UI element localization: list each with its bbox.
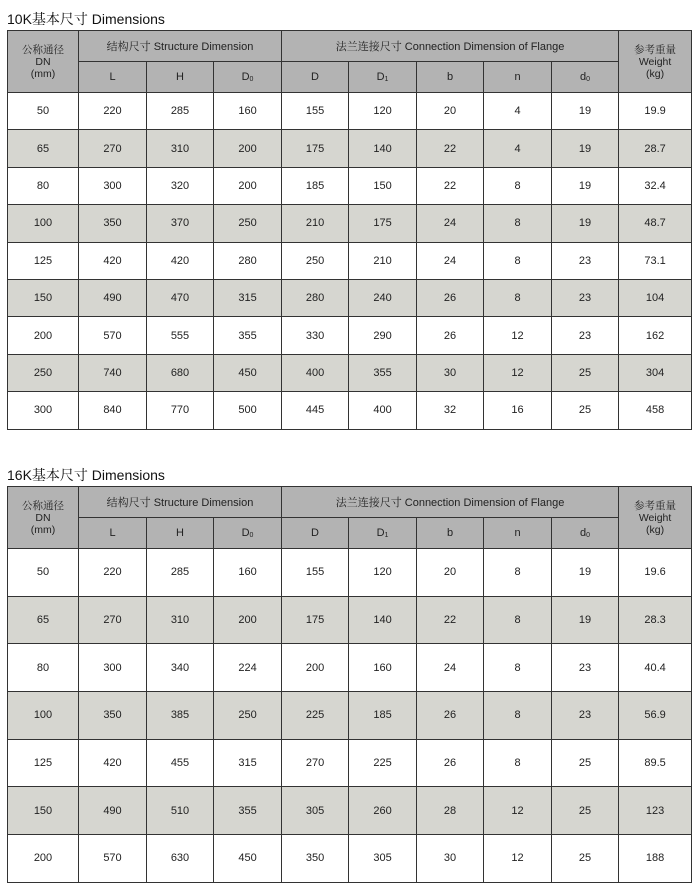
table-cell: 840 [79, 392, 147, 429]
table-cell: 330 [282, 317, 349, 354]
table-cell: 510 [147, 787, 214, 835]
table-cell: 19 [552, 130, 619, 167]
table-cell: 175 [282, 596, 349, 644]
table-cell: 123 [619, 787, 692, 835]
table-cell: 89.5 [619, 739, 692, 787]
table-cell: 19 [552, 205, 619, 242]
header-line: (mm) [30, 523, 56, 536]
table-cell: 290 [349, 317, 417, 354]
column-symbol: L [109, 527, 116, 539]
table-row [8, 692, 692, 740]
table-cell: 12 [484, 787, 552, 835]
table-cell: 12 [484, 317, 552, 354]
table-cell: 150 [349, 167, 417, 204]
header-line: Weight [638, 511, 672, 524]
table-cell: 28.3 [619, 596, 692, 644]
table-cell: 490 [79, 787, 147, 835]
table-cell: 315 [214, 279, 282, 316]
table-cell: 155 [282, 549, 349, 597]
table-cell: 150 [8, 279, 79, 316]
table-cell: 23 [552, 644, 619, 692]
column-header [417, 62, 484, 93]
table-cell: 23 [552, 317, 619, 354]
table-cell: 150 [8, 787, 79, 835]
table-cell: 320 [147, 167, 214, 204]
column-symbol: b [446, 527, 454, 539]
table-cell: 175 [349, 205, 417, 242]
table-cell: 450 [214, 354, 282, 391]
column-header [349, 518, 417, 549]
dn-header [8, 31, 79, 93]
header-line: (mm) [30, 67, 56, 80]
table-row [8, 279, 692, 316]
table-cell: 140 [349, 130, 417, 167]
weight-header [619, 487, 692, 549]
column-header [552, 518, 619, 549]
table-cell: 445 [282, 392, 349, 429]
table-cell: 305 [349, 835, 417, 883]
table-cell: 370 [147, 205, 214, 242]
table-row [8, 354, 692, 391]
table-cell: 350 [282, 835, 349, 883]
table-cell: 770 [147, 392, 214, 429]
column-symbol: d [580, 71, 587, 83]
table-cell: 104 [619, 279, 692, 316]
table-cell: 200 [214, 130, 282, 167]
table-cell: 40.4 [619, 644, 692, 692]
table-cell: 240 [349, 279, 417, 316]
table-cell: 220 [79, 93, 147, 130]
column-header [282, 62, 349, 93]
column-header [417, 518, 484, 549]
table-cell: 19 [552, 549, 619, 597]
column-symbol: D [376, 71, 385, 83]
table-cell: 26 [417, 739, 484, 787]
table-cell: 160 [214, 93, 282, 130]
table-cell: 20 [417, 549, 484, 597]
table-cell: 25 [552, 739, 619, 787]
table-cell: 65 [8, 130, 79, 167]
table-cell: 160 [349, 644, 417, 692]
table-cell: 310 [147, 130, 214, 167]
table-cell: 185 [349, 692, 417, 740]
table-cell: 350 [79, 205, 147, 242]
table-cell: 220 [79, 549, 147, 597]
table-cell: 270 [79, 596, 147, 644]
table-row [8, 205, 692, 242]
table-cell: 355 [214, 787, 282, 835]
table-cell: 26 [417, 279, 484, 316]
table-cell: 210 [282, 205, 349, 242]
table-cell: 80 [8, 167, 79, 204]
flange-dimension-header: 法兰连接尺寸 Connection Dimension of Flange [282, 31, 619, 62]
column-header [214, 62, 282, 93]
table-cell: 350 [79, 692, 147, 740]
table-cell: 285 [147, 549, 214, 597]
column-symbol: n [514, 71, 521, 83]
structure-dimension-header: 结构尺寸 Structure Dimension [79, 487, 282, 518]
table-cell: 155 [282, 93, 349, 130]
section-title: 10K基本尺寸 Dimensions [7, 11, 165, 27]
column-subscript: 1 [384, 532, 389, 539]
column-header [79, 62, 147, 93]
table-cell: 400 [282, 354, 349, 391]
column-header [349, 62, 417, 93]
table-cell: 224 [214, 644, 282, 692]
table-cell: 310 [147, 596, 214, 644]
column-symbol: H [176, 71, 184, 83]
table-cell: 200 [282, 644, 349, 692]
header-line: (kg) [646, 523, 665, 536]
structure-dimension-header: 结构尺寸 Structure Dimension [79, 31, 282, 62]
table-cell: 8 [484, 739, 552, 787]
column-header [147, 518, 214, 549]
table-cell: 24 [417, 644, 484, 692]
column-subscript: 1 [384, 76, 389, 83]
table-cell: 28 [417, 787, 484, 835]
table-cell: 140 [349, 596, 417, 644]
header-line: DN [35, 55, 51, 68]
subheader-row [8, 518, 692, 549]
column-header [484, 518, 552, 549]
table-cell: 4 [484, 93, 552, 130]
table-cell: 50 [8, 93, 79, 130]
table-cell: 32.4 [619, 167, 692, 204]
header-line: 参考重量 [634, 499, 677, 512]
table-cell: 8 [484, 205, 552, 242]
table-cell: 56.9 [619, 692, 692, 740]
table-cell: 285 [147, 93, 214, 130]
table-cell: 225 [282, 692, 349, 740]
table-cell: 23 [552, 692, 619, 740]
table-cell: 19 [552, 596, 619, 644]
table-cell: 210 [349, 242, 417, 279]
table-row [8, 644, 692, 692]
table-cell: 8 [484, 167, 552, 204]
table-cell: 200 [8, 317, 79, 354]
header-row [8, 487, 692, 518]
table-row [8, 787, 692, 835]
table-row [8, 130, 692, 167]
table-cell: 250 [214, 692, 282, 740]
table-cell: 22 [417, 167, 484, 204]
column-header [79, 518, 147, 549]
column-subscript: 0 [586, 532, 591, 539]
table-row [8, 317, 692, 354]
table-cell: 340 [147, 644, 214, 692]
table-cell: 25 [552, 835, 619, 883]
table-cell: 250 [282, 242, 349, 279]
table-cell: 125 [8, 739, 79, 787]
table-cell: 48.7 [619, 205, 692, 242]
table-cell: 30 [417, 835, 484, 883]
table-cell: 22 [417, 596, 484, 644]
table-cell: 355 [214, 317, 282, 354]
weight-header [619, 31, 692, 93]
header-row [8, 31, 692, 62]
table-cell: 73.1 [619, 242, 692, 279]
column-symbol: D [376, 527, 385, 539]
table-cell: 24 [417, 205, 484, 242]
table-cell: 250 [8, 354, 79, 391]
table-cell: 200 [214, 167, 282, 204]
table-cell: 16 [484, 392, 552, 429]
dimensions-table [7, 30, 692, 430]
table-cell: 185 [282, 167, 349, 204]
header-line: (kg) [646, 67, 665, 80]
table-cell: 355 [349, 354, 417, 391]
table-cell: 25 [552, 392, 619, 429]
table-cell: 19.9 [619, 93, 692, 130]
column-header [484, 62, 552, 93]
table-row [8, 549, 692, 597]
table-cell: 740 [79, 354, 147, 391]
table-cell: 26 [417, 317, 484, 354]
header-line: 公称通径 [22, 43, 64, 56]
column-subscript: 0 [249, 532, 254, 539]
table-cell: 28.7 [619, 130, 692, 167]
dn-header [8, 487, 79, 549]
table-cell: 315 [214, 739, 282, 787]
table-cell: 25 [552, 354, 619, 391]
table-cell: 160 [214, 549, 282, 597]
table-cell: 8 [484, 644, 552, 692]
table-cell: 280 [214, 242, 282, 279]
table-cell: 300 [8, 392, 79, 429]
table-cell: 125 [8, 242, 79, 279]
table-cell: 32 [417, 392, 484, 429]
table-cell: 24 [417, 242, 484, 279]
table-cell: 19 [552, 167, 619, 204]
column-symbol: D [241, 71, 250, 83]
table-cell: 188 [619, 835, 692, 883]
table-cell: 420 [79, 739, 147, 787]
column-header [214, 518, 282, 549]
table-row [8, 242, 692, 279]
header-line: 公称通径 [22, 499, 64, 512]
table-cell: 470 [147, 279, 214, 316]
table-cell: 225 [349, 739, 417, 787]
column-header [282, 518, 349, 549]
table-cell: 8 [484, 692, 552, 740]
table-cell: 26 [417, 692, 484, 740]
table-cell: 455 [147, 739, 214, 787]
table-cell: 30 [417, 354, 484, 391]
table-cell: 22 [417, 130, 484, 167]
table-row [8, 596, 692, 644]
table-cell: 304 [619, 354, 692, 391]
table-cell: 400 [349, 392, 417, 429]
table-cell: 50 [8, 549, 79, 597]
table-cell: 4 [484, 130, 552, 167]
table-cell: 458 [619, 392, 692, 429]
table-cell: 385 [147, 692, 214, 740]
table-cell: 8 [484, 549, 552, 597]
table-cell: 100 [8, 205, 79, 242]
table-cell: 23 [552, 279, 619, 316]
table-cell: 570 [79, 835, 147, 883]
column-subscript: 0 [586, 76, 591, 83]
table-cell: 420 [79, 242, 147, 279]
table-cell: 630 [147, 835, 214, 883]
table-cell: 175 [282, 130, 349, 167]
table-cell: 19 [552, 93, 619, 130]
table-row [8, 93, 692, 130]
table-row [8, 167, 692, 204]
header-line: DN [35, 511, 51, 524]
column-symbol: d [580, 527, 587, 539]
table-cell: 120 [349, 93, 417, 130]
table-cell: 12 [484, 354, 552, 391]
table-cell: 450 [214, 835, 282, 883]
table-cell: 280 [282, 279, 349, 316]
header-line: 参考重量 [634, 43, 677, 56]
table-cell: 80 [8, 644, 79, 692]
table-cell: 25 [552, 787, 619, 835]
column-symbol: D [311, 71, 319, 83]
table-cell: 8 [484, 279, 552, 316]
table-cell: 300 [79, 644, 147, 692]
column-symbol: D [241, 527, 250, 539]
column-symbol: D [311, 527, 319, 539]
table-cell: 8 [484, 242, 552, 279]
table-cell: 250 [214, 205, 282, 242]
table-cell: 12 [484, 835, 552, 883]
header-line: Weight [638, 55, 672, 68]
subheader-row [8, 62, 692, 93]
table-cell: 420 [147, 242, 214, 279]
column-symbol: n [514, 527, 521, 539]
table-cell: 200 [8, 835, 79, 883]
table-cell: 270 [79, 130, 147, 167]
table-cell: 120 [349, 549, 417, 597]
flange-dimension-header: 法兰连接尺寸 Connection Dimension of Flange [282, 487, 619, 518]
column-symbol: L [109, 71, 116, 83]
column-subscript: 0 [249, 76, 254, 83]
table-cell: 500 [214, 392, 282, 429]
table-cell: 162 [619, 317, 692, 354]
table-cell: 19.6 [619, 549, 692, 597]
table-cell: 305 [282, 787, 349, 835]
table-cell: 100 [8, 692, 79, 740]
table-cell: 570 [79, 317, 147, 354]
table-cell: 490 [79, 279, 147, 316]
table-cell: 65 [8, 596, 79, 644]
table-cell: 270 [282, 739, 349, 787]
table-cell: 23 [552, 242, 619, 279]
table-cell: 8 [484, 596, 552, 644]
table-cell: 260 [349, 787, 417, 835]
column-symbol: b [446, 71, 454, 83]
dimensions-table [7, 486, 692, 883]
table-row [8, 835, 692, 883]
table-row [8, 392, 692, 429]
table-cell: 20 [417, 93, 484, 130]
section-title: 16K基本尺寸 Dimensions [7, 467, 165, 483]
table-cell: 555 [147, 317, 214, 354]
column-header [552, 62, 619, 93]
column-symbol: H [176, 527, 184, 539]
table-cell: 300 [79, 167, 147, 204]
table-row [8, 739, 692, 787]
table-cell: 200 [214, 596, 282, 644]
table-cell: 680 [147, 354, 214, 391]
column-header [147, 62, 214, 93]
